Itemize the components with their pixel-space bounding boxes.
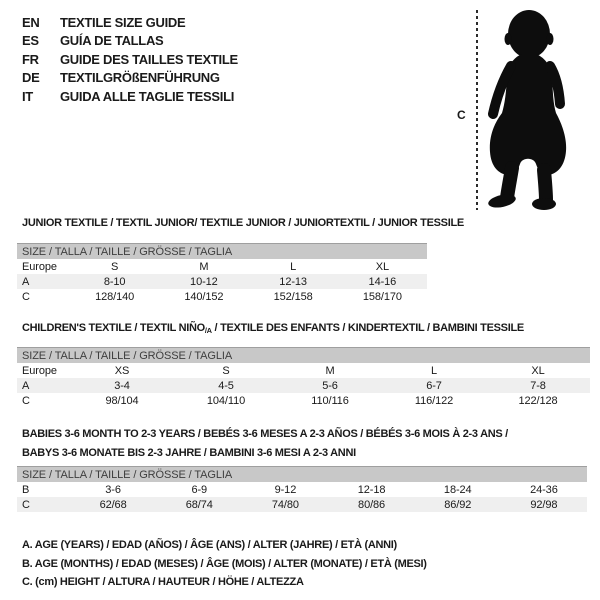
lang-title: GUIDE DES TAILLES TEXTILE [60,51,238,67]
lang-code: ES [22,33,39,49]
lang-title: TEXTILGRÖßENFÜHRUNG [60,70,220,86]
children-title-pre: CHILDREN'S TEXTILE / TEXTIL NIÑO [22,322,205,334]
table-cell: 12-13 [279,275,307,288]
lang-row-it [22,87,238,106]
row-label: A [22,275,30,288]
table-cell: 104/110 [206,394,246,407]
row-label: A [22,379,30,392]
children-title-post: / TEXTILE DES ENFANTS / KINDERTEXTIL / BAMBINI TESSILE [211,322,524,334]
lang-code: FR [22,51,39,67]
lang-row-de [22,69,238,88]
table-cell: 86/92 [444,498,472,511]
junior-section-title: JUNIOR TEXTILE / TEXTIL JUNIOR/ TEXTILE JUNIOR / JUNIORTEXTIL / JUNIOR TESSILE [22,217,464,229]
lang-title: GUÍA DE TALLAS [60,33,164,49]
table-row [17,497,587,512]
babies-size-table [17,466,587,512]
lang-row-fr [22,50,238,69]
table-cell: 4-5 [218,379,234,392]
table-row [17,363,590,378]
table-cell: 12-18 [357,483,386,496]
height-figure [455,8,597,214]
size-header-bar: SIZE / TALLA / TAILLE / GRÖSSE / TAGLIA [17,243,427,259]
table-cell: M [199,260,209,273]
table-cell: XL [375,260,389,273]
table-row [17,482,587,497]
row-label: C [22,290,30,303]
row-label: Europe [22,364,57,377]
table-cell: 10-12 [190,275,218,288]
table-cell: 9-12 [274,483,297,496]
table-cell: XL [531,364,545,377]
table-cell: 158/170 [362,290,402,303]
children-size-table [17,347,590,408]
lang-code: EN [22,14,40,30]
table-cell: 8-10 [103,275,126,288]
table-cell: 62/68 [99,498,127,511]
table-cell: 116/122 [414,394,454,407]
table-cell: 14-16 [368,275,397,288]
table-row [17,274,427,289]
table-cell: 128/140 [95,290,135,303]
children-title-subscript: /A [204,326,212,335]
footnote-c: C. (cm) HEIGHT / ALTURA / HAUTEUR / HÖHE / ALTEZZA [22,576,304,589]
table-cell: S [111,260,119,273]
table-cell: 92/98 [530,498,558,511]
children-section-title [22,322,524,335]
table-cell: L [290,260,297,273]
footnote-b: B. AGE (MONTHS) / EDAD (MESES) / ÂGE (MOIS) / ALTER (MONATE) / ETÀ (MESI) [22,557,427,570]
babies-title-line1: BABIES 3-6 MONTH TO 2-3 YEARS / BEBÉS 3-6 MESES A 2-3 AÑOS / BÉBÉS 3-6 MOIS À 2-3 ANS / [22,428,508,440]
table-cell: 7-8 [530,379,546,392]
table-cell: XS [114,364,130,377]
table-cell: 18-24 [443,483,472,496]
table-cell: 68/74 [185,498,213,511]
lang-title: TEXTILE SIZE GUIDE [60,14,186,30]
table-cell: 3-6 [105,483,121,496]
row-label: C [22,394,30,407]
table-cell: S [222,364,230,377]
table-cell: 6-7 [426,379,442,392]
lang-row-en [22,13,238,32]
size-header-bar: SIZE / TALLA / TAILLE / GRÖSSE / TAGLIA [17,466,587,482]
baby-silhouette-icon [482,8,572,210]
footnotes [22,536,427,592]
footnote-a: A. AGE (YEARS) / EDAD (AÑOS) / ÂGE (ANS) / ALTER (JAHRE) / ETÀ (ANNI) [22,539,397,552]
table-cell: 140/152 [184,290,224,303]
table-cell: 122/128 [518,394,558,407]
row-label: Europe [22,260,57,273]
lang-title: GUIDA ALLE TAGLIE TESSILI [60,88,235,104]
row-label: C [22,498,30,511]
row-label: B [22,483,30,496]
table-cell: 80/86 [358,498,386,511]
table-cell: 98/104 [105,394,139,407]
table-cell: L [430,364,438,377]
table-cell: 5-6 [322,379,338,392]
height-measure-label: C [457,108,466,122]
babies-section-title [22,425,508,462]
table-cell: 24-36 [530,483,558,496]
junior-size-table [17,243,427,304]
lang-code: DE [22,70,40,86]
language-list [22,13,238,106]
table-cell: M [325,364,335,377]
table-cell: 3-4 [114,379,130,392]
height-measure-dashed-line [476,10,478,210]
table-row [17,259,427,274]
table-row [17,289,427,304]
table-row [17,393,590,408]
table-cell: 110/116 [311,394,349,407]
babies-title-line2: BABYS 3-6 MONATE BIS 2-3 JAHRE / BAMBINI 3-6 MESI A 2-3 ANNI [22,446,356,459]
size-header-bar: SIZE / TALLA / TAILLE / GRÖSSE / TAGLIA [17,347,590,363]
table-cell: 74/80 [271,498,299,511]
table-cell: 6-9 [191,483,208,496]
lang-code: IT [22,88,33,104]
lang-row-es [22,32,238,51]
table-cell: 152/158 [273,290,313,303]
table-row [17,378,590,393]
